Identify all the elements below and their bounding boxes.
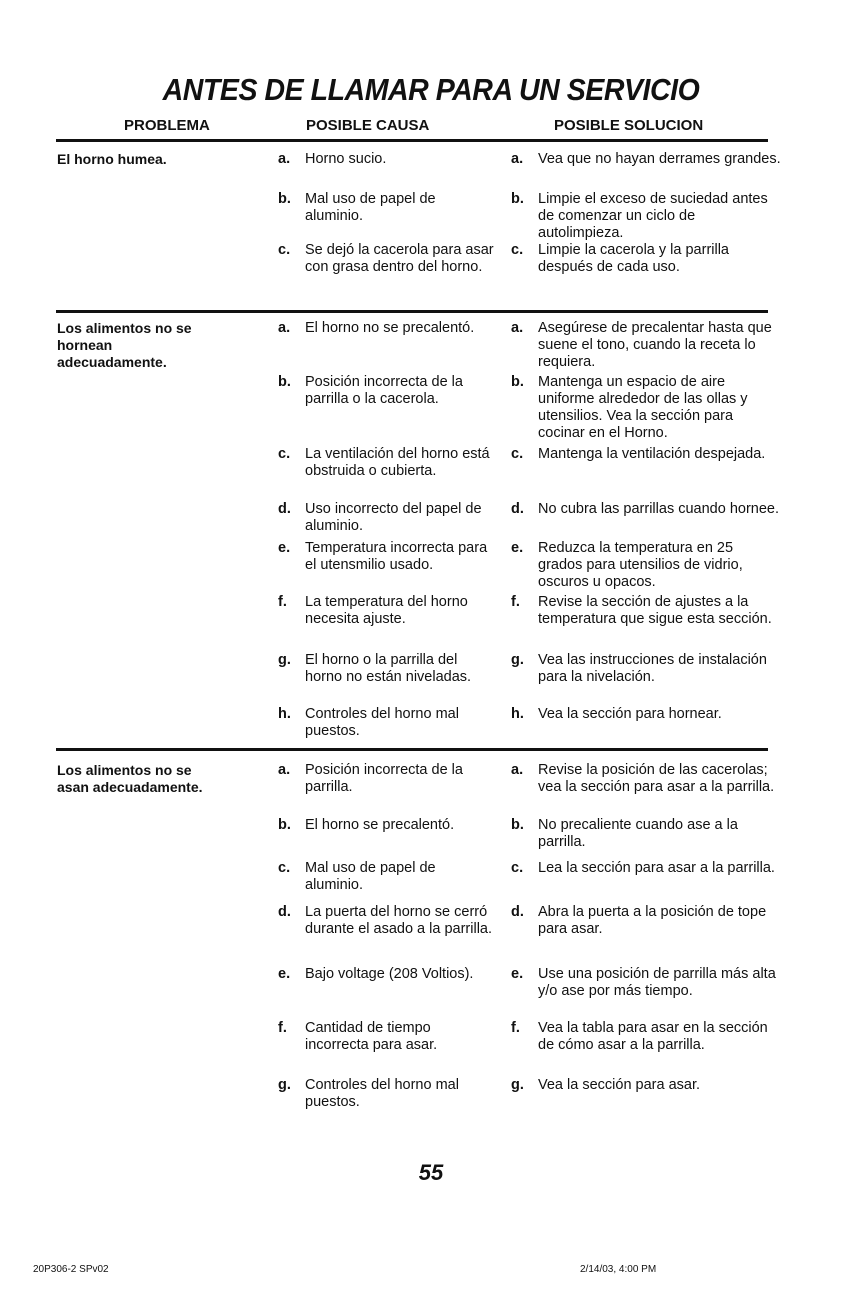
problem-label: El horno humea.	[57, 151, 167, 167]
divider-rule	[56, 748, 768, 751]
cause-item: a. Posición incorrecta de la parrilla.	[278, 762, 463, 795]
cause-item: c. La ventilación del horno está obstruida o cubierta.	[278, 446, 490, 479]
cause-item: f. La temperatura del horno necesita ajuste.	[278, 594, 468, 627]
cause-item: g. El horno o la parrilla del horno no están niveladas.	[278, 652, 472, 685]
page-title: ANTES DE LLAMAR PARA UN SERVICIO	[162, 72, 700, 107]
solution-item: a. Vea que no hayan derrames grandes.	[511, 151, 781, 167]
cause-item: c. Se dejó la cacerola para asar con grasa dentro del horno.	[278, 242, 494, 275]
solution-item: e. Use una posición de parrilla más alta y/o ase por más tiempo.	[511, 966, 776, 999]
cause-item: e. Temperatura incorrecta para el utensmilio usado.	[278, 540, 488, 573]
cause-item: b. Mal uso de papel de aluminio.	[278, 191, 436, 224]
solution-item: b. No precaliente cuando ase a la parrilla.	[511, 817, 738, 850]
cause-item: b. Posición incorrecta de la parrilla o la cacerola.	[278, 374, 463, 407]
solution-item: c. Limpie la cacerola y la parrilla después de cada uso.	[511, 242, 729, 275]
cause-item: d. La puerta del horno se cerró durante el asado a la parrilla.	[278, 904, 493, 937]
cause-item: d. Uso incorrecto del papel de aluminio.	[278, 501, 482, 534]
cause-item: b. El horno se precalentó.	[278, 817, 455, 833]
solution-item: d. No cubra las parrillas cuando hornee.	[511, 501, 779, 517]
column-header-cause: POSIBLE CAUSA	[306, 117, 430, 134]
solution-item: b. Limpie el exceso de suciedad antes de comenzar un ciclo de autolimpieza.	[511, 191, 768, 241]
solution-item: f. Vea la tabla para asar en la sección de cómo asar a la parrilla.	[511, 1020, 768, 1053]
footer-left: 20P306-2 SPv02	[33, 1264, 109, 1275]
solution-item: a. Asegúrese de precalentar hasta que suene el tono, cuando la receta lo requiera.	[511, 320, 772, 370]
solution-item: e. Reduzca la temperatura en 25 grados para utensilios de vidrio, oscuros u opacos.	[511, 540, 743, 590]
solution-item: h. Vea la sección para hornear.	[511, 706, 722, 722]
cause-item: g. Controles del horno mal puestos.	[278, 1077, 459, 1110]
solution-item: c. Mantenga la ventilación despejada.	[511, 446, 766, 462]
cause-item: a. El horno no se precalentó.	[278, 320, 475, 336]
divider-rule	[56, 310, 768, 313]
cause-item: f. Cantidad de tiempo incorrecta para asar.	[278, 1020, 438, 1053]
solution-item: b. Mantenga un espacio de aire uniforme alrededor de las ollas y utensilios. Vea la sección para cocinar en el Horno.	[511, 374, 748, 441]
cause-item: a. Horno sucio.	[278, 151, 387, 167]
cause-item: c. Mal uso de papel de aluminio.	[278, 860, 436, 893]
page-number: 55	[418, 1160, 444, 1185]
solution-item: c. Lea la sección para asar a la parrilla.	[511, 860, 775, 876]
cause-item: h. Controles del horno mal puestos.	[278, 706, 459, 739]
problem-label: Los alimentos no se asan adecuadamente.	[57, 762, 203, 795]
column-header-problem: PROBLEMA	[124, 117, 210, 134]
solution-item: g. Vea las instrucciones de instalación para la nivelación.	[511, 652, 767, 685]
solution-item: g. Vea la sección para asar.	[511, 1077, 701, 1093]
problem-label: Los alimentos no se hornean adecuadamente.	[57, 320, 192, 370]
solution-item: f. Revise la sección de ajustes a la temperatura que sigue esta sección.	[511, 594, 772, 627]
column-header-solution: POSIBLE SOLUCION	[554, 117, 704, 134]
cause-item: e. Bajo voltage (208 Voltios).	[278, 966, 474, 982]
divider-rule	[56, 139, 768, 142]
footer-right: 2/14/03, 4:00 PM	[580, 1264, 657, 1275]
solution-item: a. Revise la posición de las cacerolas; vea la sección para asar a la parrilla.	[511, 762, 775, 795]
solution-item: d. Abra la puerta a la posición de tope para asar.	[511, 904, 767, 937]
